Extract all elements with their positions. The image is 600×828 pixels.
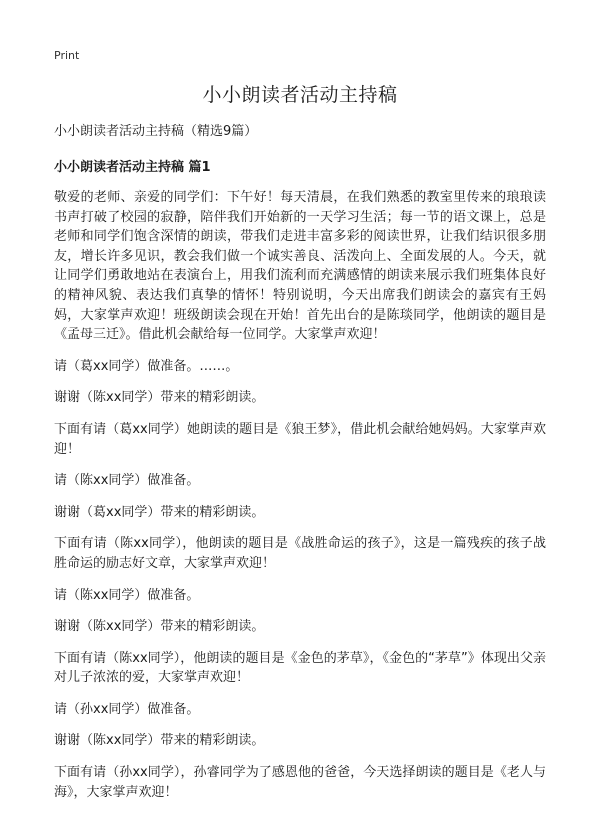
- paragraph: 敬爱的老师、亲爱的同学们：下午好！每天清晨，在我们熟悉的教室里传来的琅琅读书声打破了校园的寂静，陪伴我们开始新的一天学习生活；每一节的语文课上，总是老师和同学们饱含深情的朗读，带我们走进丰富多彩的阅读世界，让我们结识很多朋友，增长许多见识，教会我们做一个诚实善良、活泼向上、全面发展的人。今天，就让同学们勇敢地站在表演台上，用我们流利而充满感情的朗读来展示我们班集体良好的精神风貌、表达我们真挚的情怀！特别说明，今天出席我们朗读会的嘉宾有王妈妈，大家掌声欢迎！班级朗读会现在开始！首先出台的是陈琰同学，他朗读的题目是《孟母三迁》。借此机会献给每一位同学。大家掌声欢迎！: [54, 190, 546, 343]
- document-subtitle: 小小朗读者活动主持稿（精选9篇）: [54, 124, 258, 139]
- paragraph: 下面有请（陈xx同学），他朗读的题目是《战胜命运的孩子》，这是一篇残疾的孩子战胜命运的励志好文章，大家掌声欢迎！: [54, 536, 546, 571]
- paragraph: 下面有请（陈xx同学），他朗读的题目是《金色的茅草》，《金色的“茅草”》体现出父亲对儿子浓浓的爱，大家掌声欢迎！: [54, 650, 546, 686]
- paragraph: 谢谢（陈xx同学）带来的精彩朗读。: [54, 733, 265, 749]
- paragraph: 下面有请（葛xx同学）她朗读的题目是《狼王梦》，借此机会献给她妈妈。大家掌声欢迎！: [54, 421, 546, 457]
- paragraph: 谢谢（陈xx同学）带来的精彩朗读。: [54, 619, 265, 635]
- section-heading: 小小朗读者活动主持稿 篇1: [54, 160, 211, 175]
- paragraph: 下面有请（孙xx同学），孙睿同学为了感恩他的爸爸，今天选择朗读的题目是《老人与海》，大家掌声欢迎！: [54, 765, 546, 800]
- page-title: 小小朗读者活动主持稿: [202, 84, 398, 106]
- paragraph: 请（陈xx同学）做准备。: [54, 473, 200, 489]
- paragraph: 请（孙xx同学）做准备。: [54, 701, 200, 717]
- paragraph: 谢谢（葛xx同学）带来的精彩朗读。: [54, 504, 265, 520]
- paragraph: 谢谢（陈xx同学）带来的精彩朗读。: [54, 390, 265, 406]
- print-link[interactable]: Print: [54, 49, 80, 62]
- paragraph: 请（葛xx同学）做准备。……。: [54, 358, 239, 374]
- paragraph: 请（陈xx同学）做准备。: [54, 587, 200, 603]
